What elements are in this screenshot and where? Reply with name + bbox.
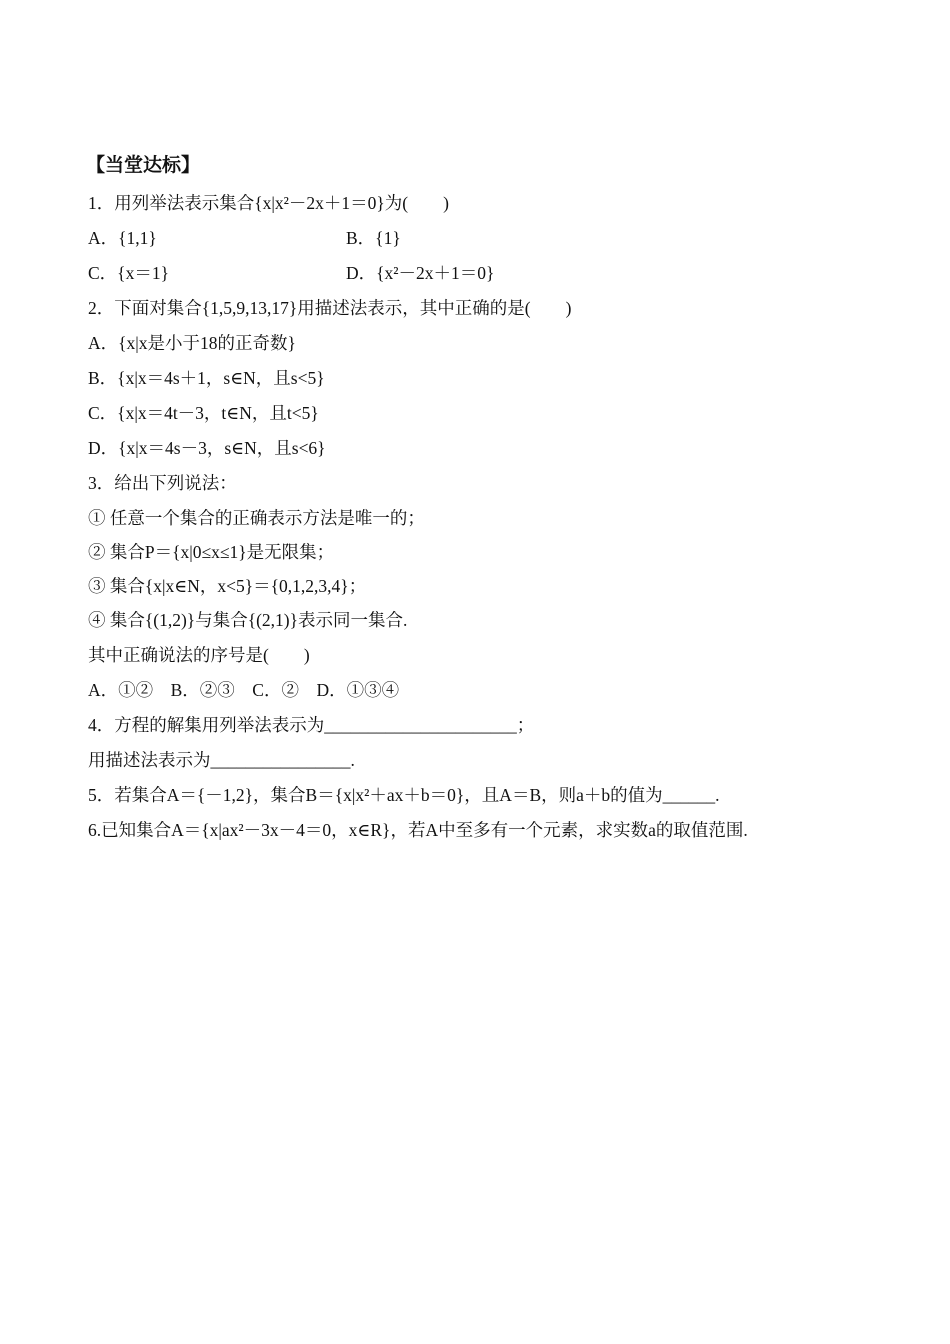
q2-stem: 2．下面对集合{1,5,9,13,17}用描述法表示，其中正确的是( )	[88, 298, 572, 318]
q6-stem: 6.已知集合A＝{x|ax²－3x－4＝0，x∈R}，若A中至多有一个元素，求实数a的取值范围.	[88, 820, 748, 840]
q1-option-d: D．{x²－2x＋1＝0}	[346, 263, 495, 283]
q4-line-2: 用描述法表示为________________.	[88, 750, 355, 770]
q1-option-c: C．{x＝1}	[88, 263, 169, 283]
q3-statement-1: ① 任意一个集合的正确表示方法是唯一的；	[88, 508, 425, 528]
q2-option-c: C．{x|x＝4t－3，t∈N，且t<5}	[88, 403, 319, 423]
q2-option-d: D．{x|x＝4s－3，s∈N，且s<6}	[88, 438, 326, 458]
q3-statement-2: ② 集合P＝{x|0≤x≤1}是无限集；	[88, 542, 335, 562]
q3-options: A．①② B．②③ C．② D．①③④	[88, 680, 400, 700]
q3-ask: 其中正确说法的序号是( )	[88, 645, 310, 665]
q2-option-a: A．{x|x是小于18的正奇数}	[88, 333, 296, 353]
q2-option-b: B．{x|x＝4s＋1，s∈N，且s<5}	[88, 368, 325, 388]
q4-line-1: 4．方程的解集用列举法表示为______________________；	[88, 715, 535, 735]
q3-statement-3: ③ 集合{x|x∈N，x<5}＝{0,1,2,3,4}；	[88, 576, 367, 596]
q1-option-b: B．{1}	[346, 228, 401, 248]
q5-stem: 5．若集合A＝{－1,2}，集合B＝{x|x²＋ax＋b＝0}，且A＝B，则a＋b的值为______.	[88, 785, 720, 805]
section-title: 【当堂达标】	[86, 154, 201, 176]
q3-stem: 3．给出下列说法：	[88, 473, 237, 493]
q1-option-a: A．{1,1}	[88, 228, 157, 248]
q1-stem: 1．用列举法表示集合{x|x²－2x＋1＝0}为( )	[88, 193, 449, 213]
q3-statement-4: ④ 集合{(1,2)}与集合{(2,1)}表示同一集合.	[88, 610, 408, 630]
